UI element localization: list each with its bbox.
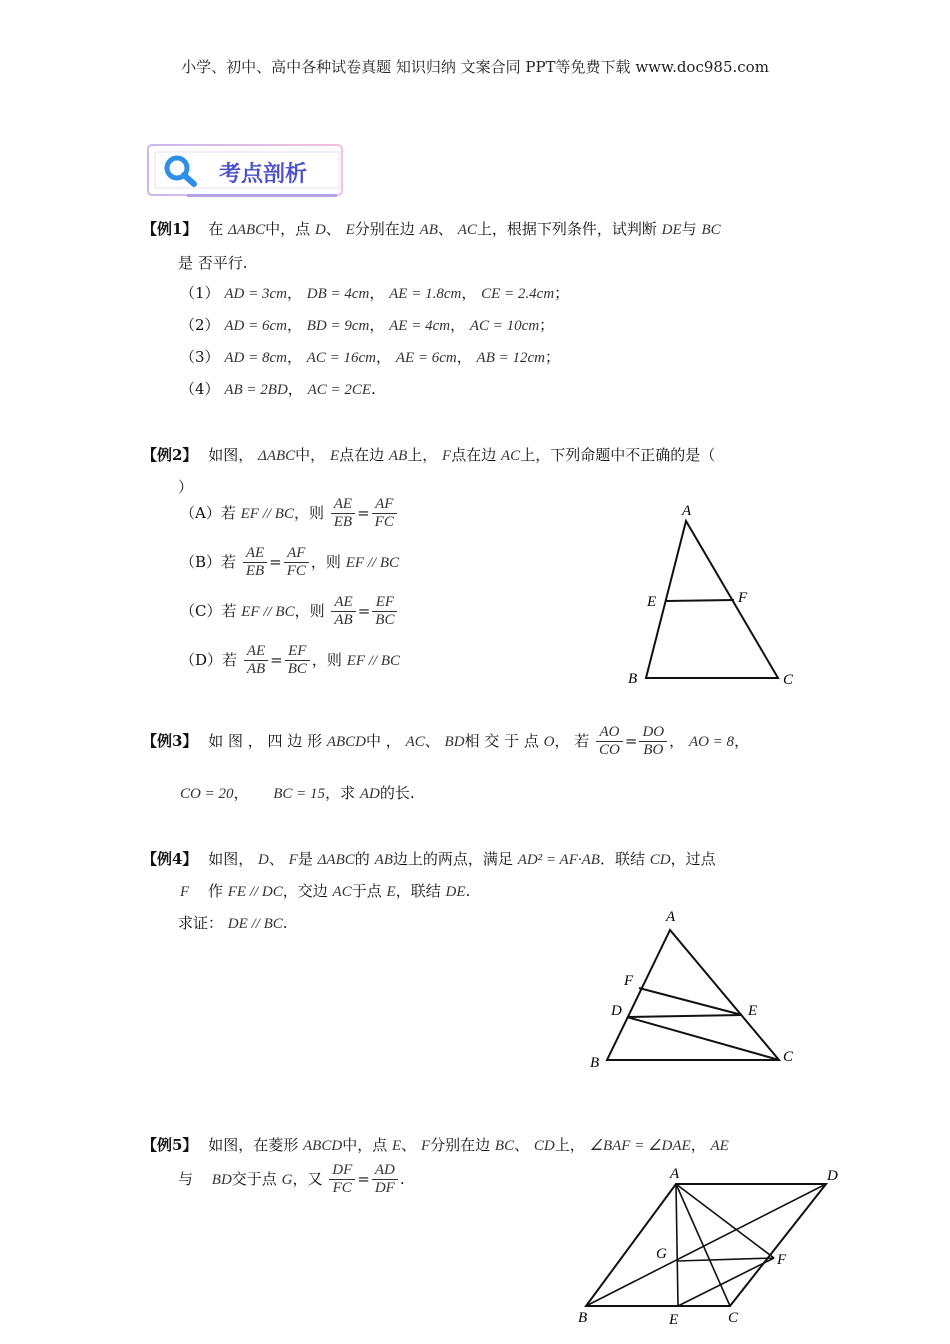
example-4-line1: 【例4】 如图， D、 F是 ΔABC的 AB边上的两点，满足 AD² = AF·AB．联结 CD，过点 — [142, 850, 716, 868]
option-b[interactable]: （B）若 $\frac{AE}{EB}$ = $\frac{AF}{FC}$ ，则 EF // BC — [180, 545, 400, 580]
segment-af — [676, 1184, 774, 1258]
label-b: B — [628, 671, 638, 687]
segment-dc — [627, 1017, 779, 1060]
example-tag: 【例1】 — [142, 220, 198, 238]
example-1-item-2: （2） AD = 6cm， BD = 9cm， AE = 4cm， AC = 10cm； — [180, 316, 555, 334]
label-c: C — [728, 1310, 739, 1326]
example-2-line1: 【例2】 如图， ΔABC中， E点在边 AB上， F点在边 AC上，下列命题中不正确的是（ — [142, 446, 716, 464]
example-1-line1: 【例1】 在 ΔABC中，点 D、 E分别在边 AB、 AC上，根据下列条件，试判断 DE与 BC — [142, 220, 721, 238]
example-1-line2: 是 否平行. — [178, 254, 248, 272]
label-f: F — [624, 973, 634, 989]
label-a: A — [682, 503, 692, 519]
example-tag: 【例5】 — [142, 1136, 198, 1154]
label-f: F — [777, 1252, 787, 1268]
segment-ef — [666, 600, 734, 601]
segment-ae — [676, 1184, 678, 1306]
label-e: E — [647, 594, 657, 610]
section-badge — [147, 144, 345, 198]
label-e: E — [669, 1312, 679, 1328]
triangle-abc — [607, 930, 779, 1060]
label-f: F — [738, 590, 748, 606]
segment-fe — [639, 988, 742, 1015]
example-4-line2: F 作 FE // DC，交边 AC于点 E，联结 DE. — [180, 882, 471, 900]
segment-ac — [676, 1184, 730, 1306]
example-4-prove: 求证： DE // BC. — [178, 914, 288, 932]
example-1-item-4: （4） AB = 2BD， AC = 2CE. — [180, 380, 376, 398]
example-tag: 【例2】 — [142, 446, 198, 464]
example-1-item-3: （3） AD = 8cm， AC = 16cm， AE = 6cm， AB = 12cm； — [180, 348, 560, 366]
example-3-line2: CO = 20， BC = 15，求 AD的长. — [180, 784, 415, 802]
example-1-item-1: （1） AD = 3cm， DB = 4cm， AE = 1.8cm， CE = 2.4cm； — [180, 284, 570, 302]
option-c[interactable]: （C）若 EF // BC，则 $\frac{AE}{AB}$ = $\frac{EF}{BC}$ — [180, 594, 399, 630]
label-c: C — [783, 672, 794, 688]
segment-de — [627, 1015, 742, 1017]
label-d: D — [827, 1168, 838, 1184]
label-c: C — [783, 1049, 794, 1065]
label-a: A — [666, 909, 676, 925]
label-e: E — [748, 1003, 758, 1019]
option-d[interactable]: （D）若 $\frac{AE}{AB}$ = $\frac{EF}{BC}$ ，则 EF // BC — [180, 643, 401, 678]
section-title: 考点剖析 — [219, 162, 308, 187]
magnifier-icon — [163, 154, 199, 188]
example-5-line2: 与 BD交于点 G，又 $\frac{DF}{FC}$ = $\frac{AD}{DF}$ . — [178, 1162, 405, 1197]
label-a: A — [670, 1166, 680, 1182]
page-header[interactable]: 小学、初中、高中各种试卷真题 知识归纳 文案合同 PPT等免费下载 www.doc985.com — [181, 58, 769, 76]
example-5-line1: 【例5】 如图，在菱形 ABCD中，点 E、 F分别在边 BC、 CD上， ∠BAF = ∠DAE， AE — [142, 1136, 729, 1154]
option-a[interactable]: （A）若 EF // BC，则 $\frac{AE}{EB}$ = $\frac{AF}{FC}$ — [180, 496, 399, 532]
example-tag: 【例4】 — [142, 850, 198, 868]
label-b: B — [578, 1310, 588, 1326]
segment-bd — [586, 1184, 826, 1306]
example-tag: 【例3】 — [142, 731, 198, 750]
segment-gf — [677, 1258, 774, 1261]
figure-example-4 — [585, 905, 800, 1075]
label-g: G — [656, 1246, 667, 1262]
figure-example-2 — [620, 495, 805, 695]
figure-example-5 — [570, 1160, 850, 1340]
label-b: B — [590, 1055, 600, 1071]
example-3-line1: 【例3】 如 图 ， 四 边 形 ABCD中 ， AC、 BD相 交 于 点 O， 若 $\frac{AO}{CO}$ = $\frac{DO}{BO}$ ， AO = 8， — [142, 724, 750, 759]
label-d: D — [611, 1003, 622, 1019]
example-2-close-paren: ） — [178, 478, 194, 496]
